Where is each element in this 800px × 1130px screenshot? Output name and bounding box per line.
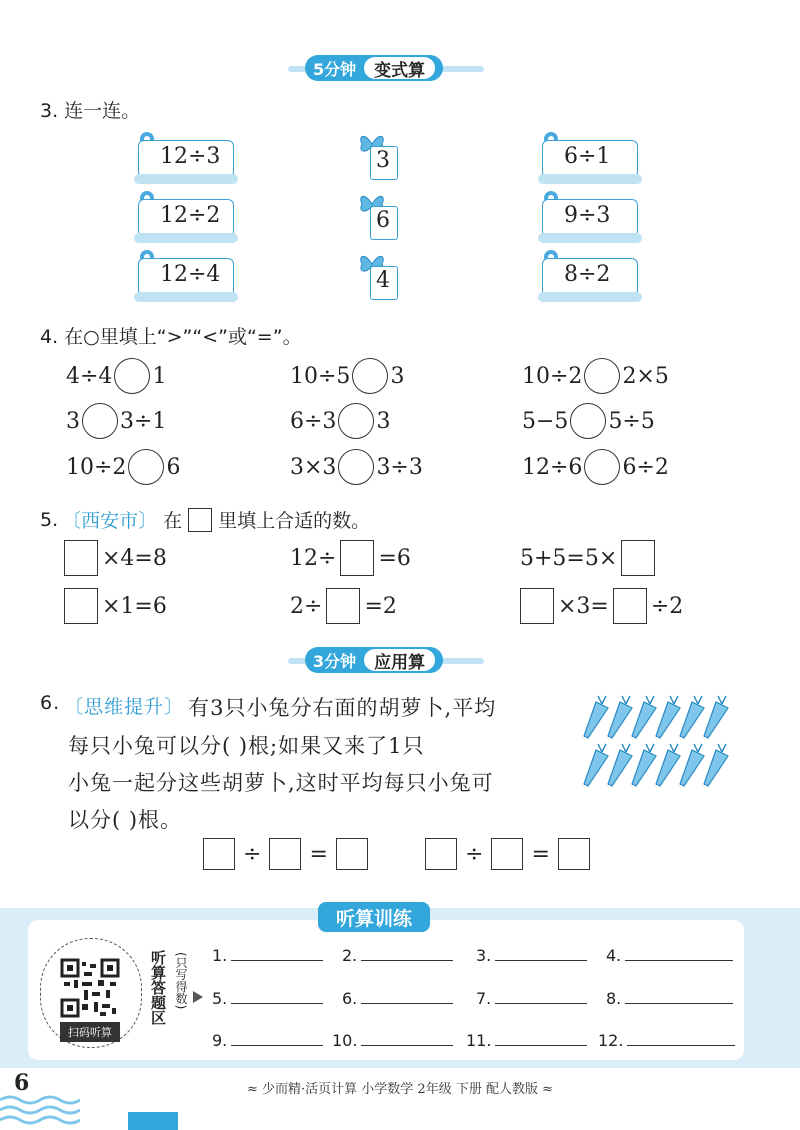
compare-circle[interactable]: [128, 449, 164, 485]
section-title: 应用算: [364, 649, 435, 671]
listening-title: 听算训练: [318, 902, 430, 932]
card-number: 6: [376, 208, 390, 233]
answer-box[interactable]: [425, 838, 457, 870]
q5-tag: 〔西安市〕: [62, 510, 158, 532]
fill-item: 5+5=5×: [520, 540, 659, 576]
q3-title: 3. 连一连。: [40, 100, 141, 122]
fill-item: ×4=8: [64, 540, 167, 576]
answer-area-label: 听算答题区: [149, 950, 167, 1025]
arrow-right-icon: [192, 990, 204, 1004]
answer-box[interactable]: [336, 838, 368, 870]
compare-item: 3×3 3÷3: [290, 449, 423, 485]
flower-card[interactable]: [134, 138, 234, 184]
compare-circle[interactable]: [114, 358, 150, 394]
compare-item: 10÷2 2×5: [522, 358, 669, 394]
q6-tag: 〔思维提升〕: [64, 696, 185, 718]
answer-slot[interactable]: 7.: [476, 989, 587, 1008]
card-expression: 9÷3: [564, 203, 611, 228]
answer-slot[interactable]: 2.: [342, 946, 453, 965]
footer-text: ≈ 少而精·活页计算 小学数学 2年级 下册 配人教版 ≈: [247, 1082, 553, 1097]
compare-item: 10÷2 6: [66, 449, 180, 485]
section-minutes: 3分钟: [307, 649, 362, 672]
card-expression: 12÷2: [160, 203, 221, 228]
compare-item: 5−5 5÷5: [522, 403, 655, 439]
answer-slot[interactable]: 9.: [212, 1031, 323, 1050]
flower-card[interactable]: [134, 197, 234, 243]
card-number: 4: [376, 268, 390, 293]
compare-item: 4÷4 1: [66, 358, 166, 394]
qr-code-icon: [60, 958, 120, 1018]
answer-box[interactable]: [64, 588, 98, 624]
flower-card[interactable]: [538, 138, 638, 184]
section-banner-variant: [0, 53, 800, 83]
carrots-illustration: [578, 694, 738, 794]
butterfly-card[interactable]: [358, 192, 398, 242]
card-expression: 12÷3: [160, 144, 221, 169]
section-minutes: 5分钟: [307, 57, 362, 80]
compare-item: 6÷3 3: [290, 403, 390, 439]
compare-circle[interactable]: [352, 358, 388, 394]
answer-slot[interactable]: 5.: [212, 989, 323, 1008]
answer-slot[interactable]: 1.: [212, 946, 323, 965]
answer-box[interactable]: [558, 838, 590, 870]
square-icon: [188, 508, 212, 532]
q6-line4: 以分( )根。: [68, 808, 183, 832]
section-title: 变式算: [364, 57, 435, 79]
answer-slot[interactable]: 11.: [466, 1031, 587, 1050]
compare-circle[interactable]: [584, 449, 620, 485]
q5-title: 5. 〔西安市〕 在 里填上合适的数。: [40, 506, 370, 533]
answer-slot[interactable]: 4.: [606, 946, 733, 965]
answer-slot[interactable]: 8.: [606, 989, 733, 1008]
answer-box[interactable]: [64, 540, 98, 576]
compare-item: 12÷6 6÷2: [522, 449, 669, 485]
page-number: 6: [14, 1070, 30, 1096]
answer-slot[interactable]: 12.: [598, 1031, 735, 1050]
fill-item: ×1=6: [64, 588, 167, 624]
butterfly-card[interactable]: [358, 252, 398, 302]
answer-slot[interactable]: 10.: [332, 1031, 453, 1050]
section-pill: [305, 55, 443, 81]
answer-box[interactable]: [340, 540, 374, 576]
compare-circle[interactable]: [584, 358, 620, 394]
butterfly-card[interactable]: [358, 132, 398, 182]
qr-caption: 扫码听算: [60, 1022, 120, 1042]
card-expression: 8÷2: [564, 262, 611, 287]
q6-line2: 每只小兔可以分( )根;如果又来了1只: [68, 734, 425, 758]
answer-box[interactable]: [613, 588, 647, 624]
wave-decoration: [0, 1094, 80, 1130]
answer-slot[interactable]: 3.: [476, 946, 587, 965]
fill-item: ×3= ÷2: [520, 588, 683, 624]
fill-item: 12÷ =6: [290, 540, 411, 576]
compare-circle[interactable]: [570, 403, 606, 439]
flower-card[interactable]: [538, 197, 638, 243]
bottom-decoration: [128, 1112, 178, 1130]
answer-box[interactable]: [520, 588, 554, 624]
q6-line1: 6. 〔思维提升〕 有3只小兔分右面的胡萝卜,平均: [40, 692, 497, 720]
q6-line3: 小兔一起分这些胡萝卜,这时平均每只小兔可: [68, 771, 494, 795]
answer-slot[interactable]: 6.: [342, 989, 453, 1008]
answer-box[interactable]: [491, 838, 523, 870]
card-expression: 12÷4: [160, 262, 221, 287]
compare-circle[interactable]: [82, 403, 118, 439]
flower-card[interactable]: [134, 256, 234, 302]
answer-area-note: (只写得数): [174, 952, 188, 1010]
compare-circle[interactable]: [338, 403, 374, 439]
card-expression: 6÷1: [564, 144, 611, 169]
compare-circle[interactable]: [338, 449, 374, 485]
card-number: 3: [376, 148, 390, 173]
compare-item: 10÷5 3: [290, 358, 404, 394]
answer-box[interactable]: [269, 838, 301, 870]
equation-1: ÷ =: [203, 838, 368, 870]
q4-title: 4. 在○里填上“>”“<”或“=”。: [40, 326, 302, 348]
answer-box[interactable]: [203, 838, 235, 870]
answer-box[interactable]: [326, 588, 360, 624]
section-pill: [305, 647, 443, 673]
section-banner-applied: [0, 645, 800, 675]
fill-item: 2÷ =2: [290, 588, 397, 624]
flower-card[interactable]: [538, 256, 638, 302]
answer-box[interactable]: [621, 540, 655, 576]
equation-2: ÷ =: [425, 838, 590, 870]
compare-item: 3 3÷1: [66, 403, 166, 439]
